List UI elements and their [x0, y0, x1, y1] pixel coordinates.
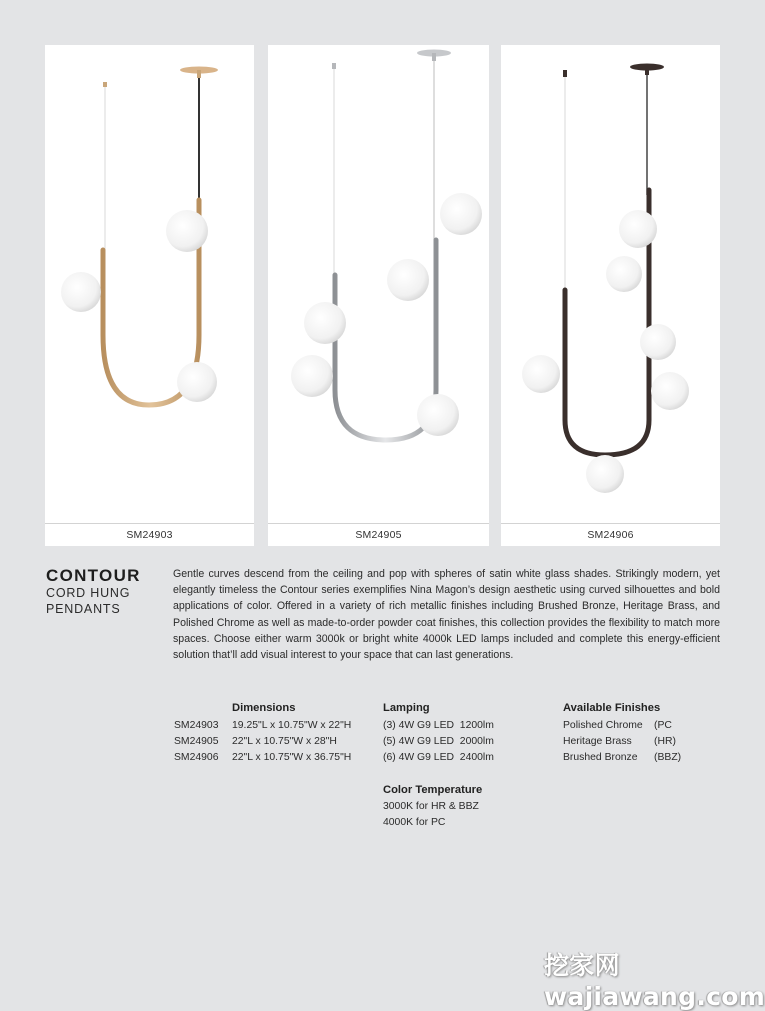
finish-name: Brushed Bronze — [563, 752, 638, 763]
color-temperature-value: 3000K for HR & BBZ — [383, 801, 479, 812]
globe-shade — [61, 272, 101, 312]
dimension-code: SM24903 — [174, 720, 219, 731]
globe-shade — [640, 324, 676, 360]
dimension-value: 22"L x 10.75"W x 36.75"H — [232, 752, 352, 763]
collection-subtitle: CORD HUNG — [46, 586, 131, 600]
collection-description: Gentle curves descend from the ceiling and pop with spheres of satin white glass shades. Strikingly modern, yet elegantly timeless the Contour series exemplifies Nina Magon’s design aesthetic using curved silhouettes and bold applications of color. Offered in a variety of rich metallic finishes including Brushed Bronze, Heritage Brass, and Polished Chrome as well as made-to-order powder coat finishes, this collection provides the flexibility to match more spaces. Choose either warm 3000k or bright white 4000k LED lamps included and complete this energy-efficient solution that’ll add visual interest to your space that can last generations. — [173, 568, 720, 662]
product-code: SM24906 — [587, 529, 634, 541]
watermark: 挖家网 wajiawang.com — [544, 951, 765, 1011]
lamping-heading: Lamping — [383, 702, 430, 714]
pendant-image-brass — [45, 45, 254, 523]
globe-shade — [522, 355, 560, 393]
color-temperature-value: 4000K for PC — [383, 817, 446, 828]
dimension-code: SM24906 — [174, 752, 219, 763]
globe-shade — [177, 362, 217, 402]
collection-title: CONTOUR — [46, 566, 141, 585]
lamping-value: (3) 4W G9 LED 1200lm — [383, 720, 494, 731]
dimension-value: 19.25"L x 10.75"W x 22"H — [232, 720, 352, 731]
globe-shade — [586, 455, 624, 493]
dimensions-heading: Dimensions — [232, 702, 296, 714]
globe-shade — [606, 256, 642, 292]
globe-shade — [291, 355, 333, 397]
pendant-image-bronze — [501, 45, 720, 523]
dimension-code: SM24905 — [174, 736, 219, 747]
globe-shade — [417, 394, 459, 436]
product-code: SM24903 — [126, 529, 173, 541]
globe-shade — [440, 193, 482, 235]
collection-subtitle: PENDANTS — [46, 602, 121, 616]
finish-code: (HR) — [654, 736, 676, 747]
finish-name: Polished Chrome — [563, 720, 643, 731]
globe-shade — [651, 372, 689, 410]
finish-code: (BBZ) — [654, 752, 682, 763]
product-code: SM24905 — [355, 529, 402, 541]
product-card-sm24906[interactable] — [501, 45, 720, 546]
globe-shade — [387, 259, 429, 301]
lamping-value: (6) 4W G9 LED 2400lm — [383, 752, 494, 763]
finish-code: (PC — [654, 720, 672, 731]
globe-shade — [619, 210, 657, 248]
color-temperature-heading: Color Temperature — [383, 784, 483, 796]
finishes-heading: Available Finishes — [563, 702, 661, 714]
lamping-value: (5) 4W G9 LED 2000lm — [383, 736, 494, 747]
pendant-image-chrome — [268, 45, 489, 523]
finish-name: Heritage Brass — [563, 736, 632, 747]
globe-shade — [304, 302, 346, 344]
dimension-value: 22"L x 10.75"W x 28"H — [232, 736, 337, 747]
globe-shade — [166, 210, 208, 252]
product-card-sm24903[interactable] — [45, 45, 254, 546]
product-card-sm24905[interactable] — [268, 45, 489, 546]
